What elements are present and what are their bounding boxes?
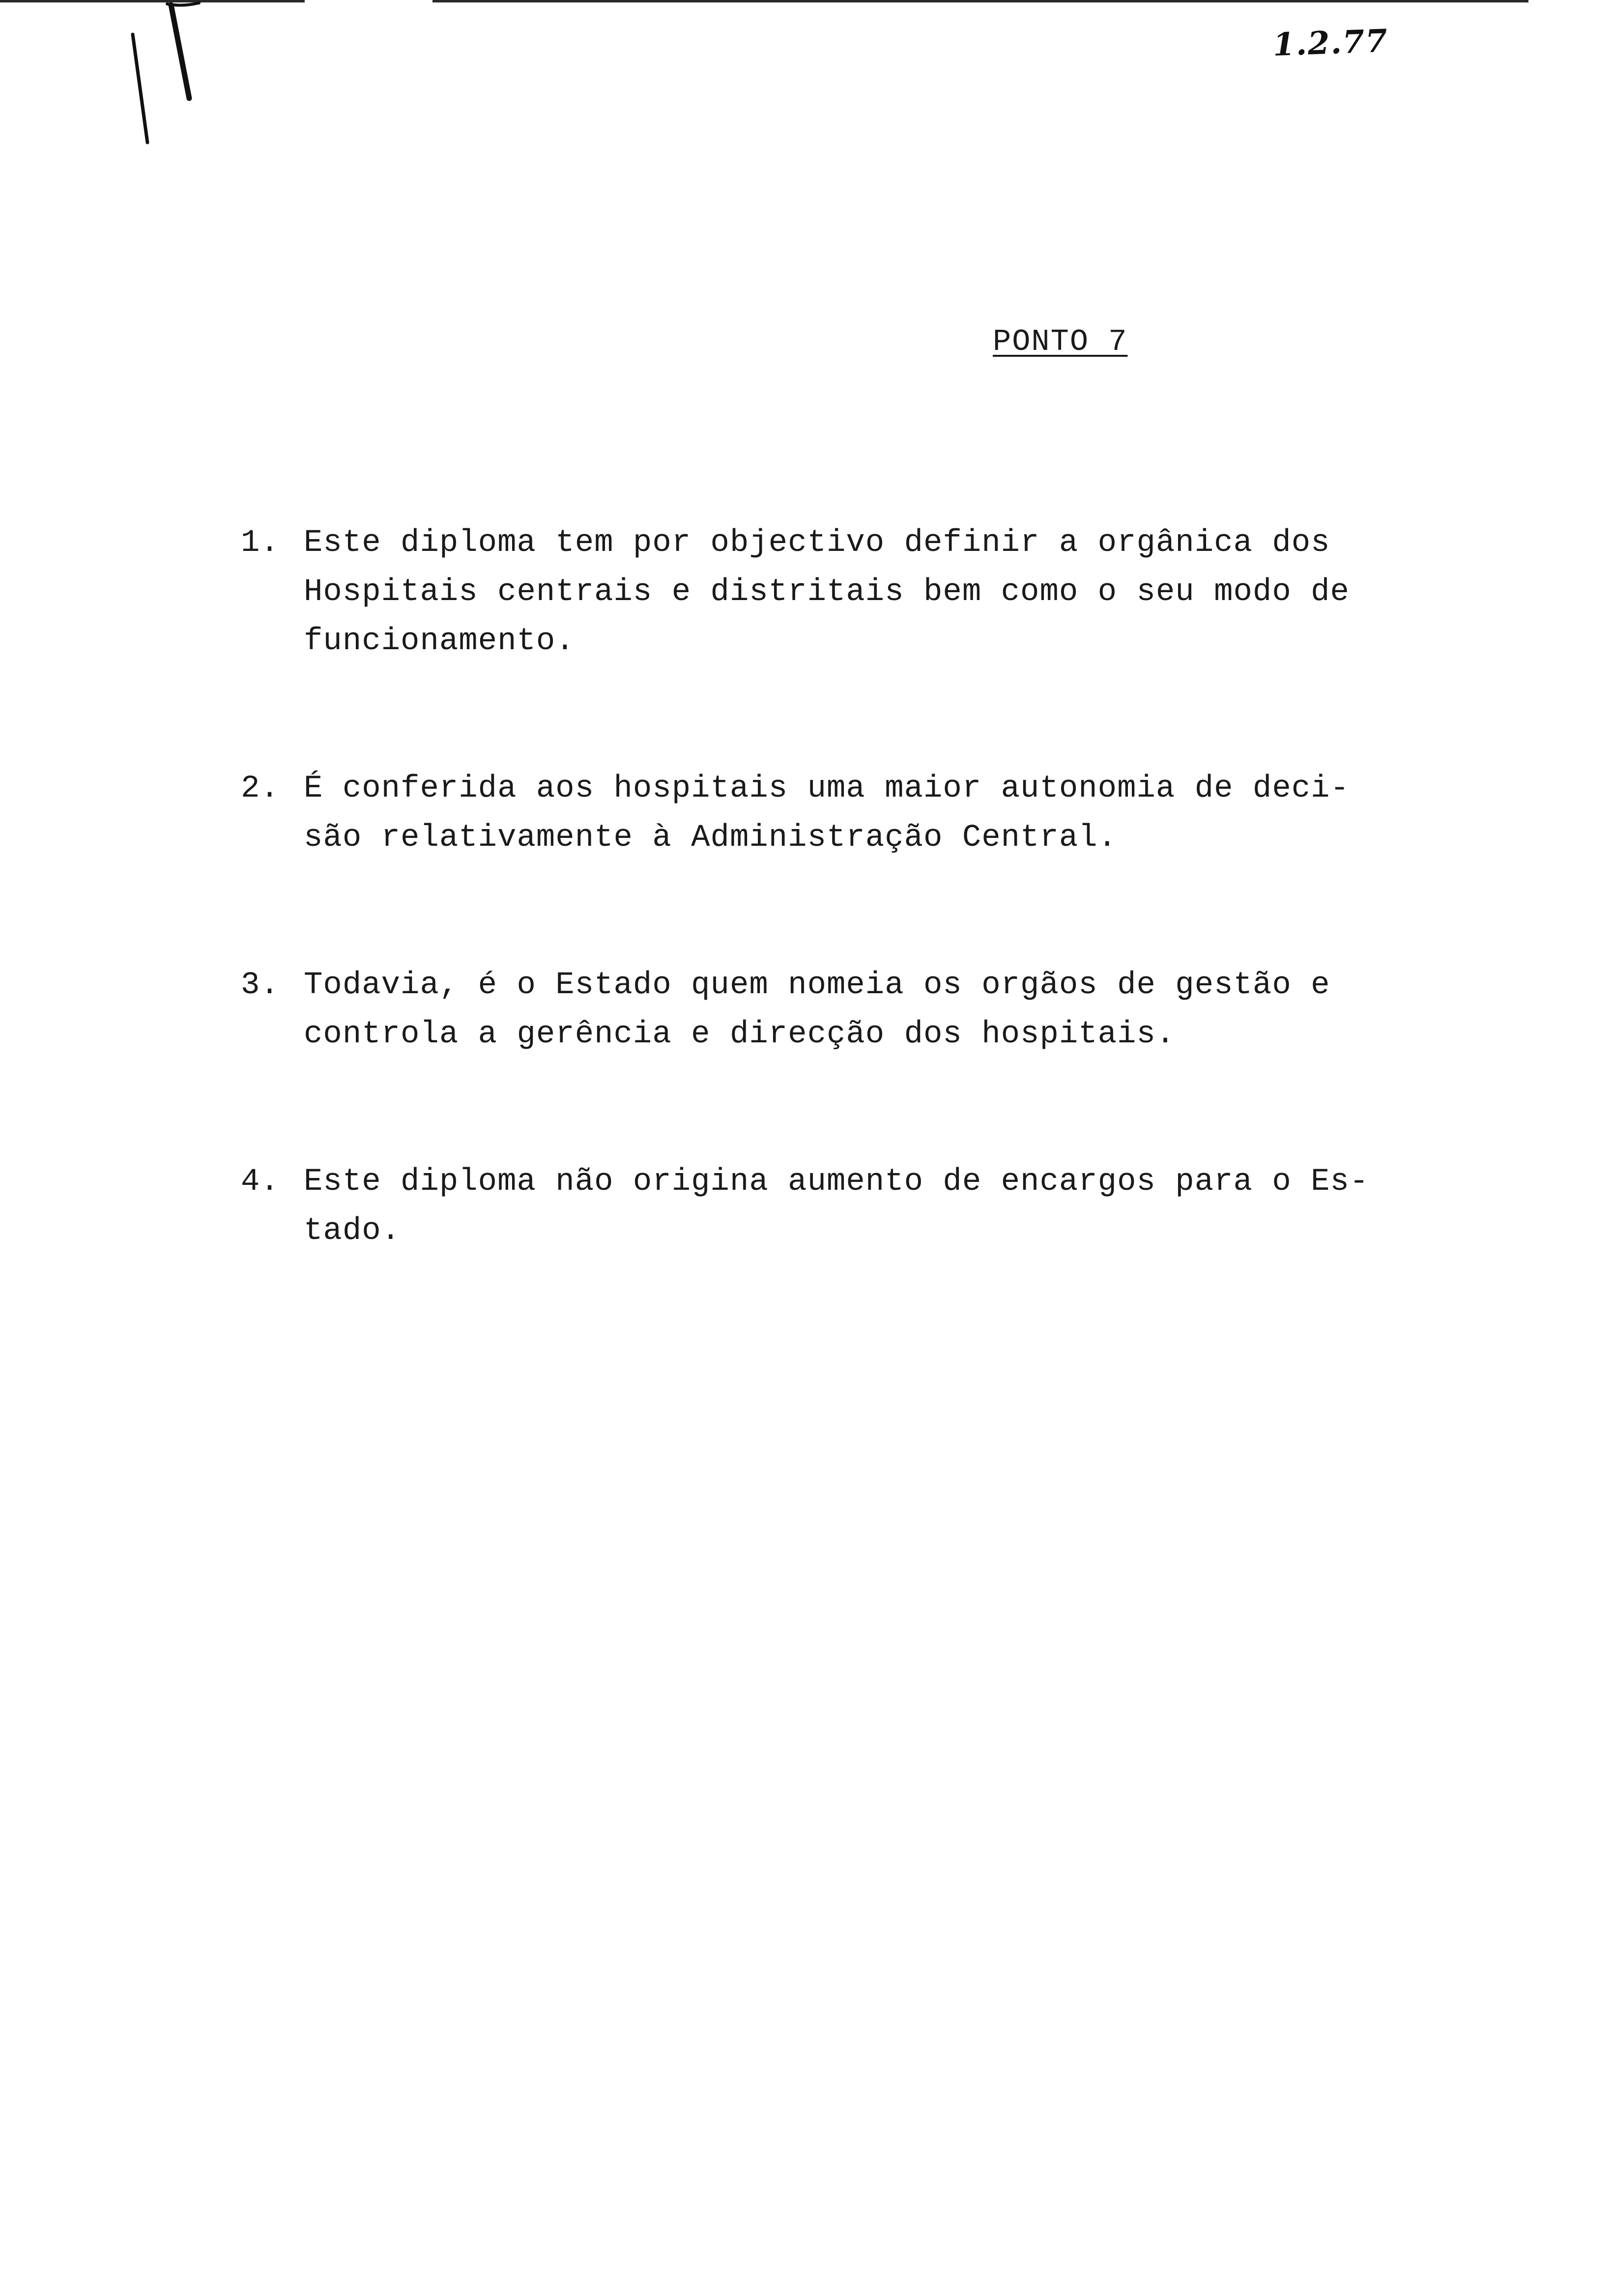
item-number: 3. — [241, 968, 280, 1003]
handwritten-pen-marks — [113, 0, 231, 152]
list-item — [241, 1157, 1430, 1256]
document-heading: PONTO 7 — [993, 324, 1128, 359]
item-number: 2. — [241, 771, 280, 806]
item-number: 4. — [241, 1164, 280, 1200]
handwritten-date: 1.2.77 — [1272, 22, 1389, 64]
list-item — [241, 518, 1430, 666]
item-text: É conferida aos hospitais uma maior autonomia de deci- são relativamente à Administração Central. — [304, 771, 1350, 856]
item-text: Este diploma não origina aumento de encargos para o Es- tado. — [304, 1164, 1369, 1249]
list-item — [241, 764, 1430, 862]
item-number: 1. — [241, 525, 280, 561]
item-text: Este diploma tem por objectivo definir a orgânica dos Hospitais centrais e distritais bem como o seu modo de funcionamento. — [304, 525, 1350, 659]
item-text: Todavia, é o Estado quem nomeia os orgãos de gestão e controla a gerência e direcção dos hospitais. — [304, 968, 1330, 1052]
list-item — [241, 961, 1430, 1059]
top-edge-line-right — [432, 0, 1528, 2]
